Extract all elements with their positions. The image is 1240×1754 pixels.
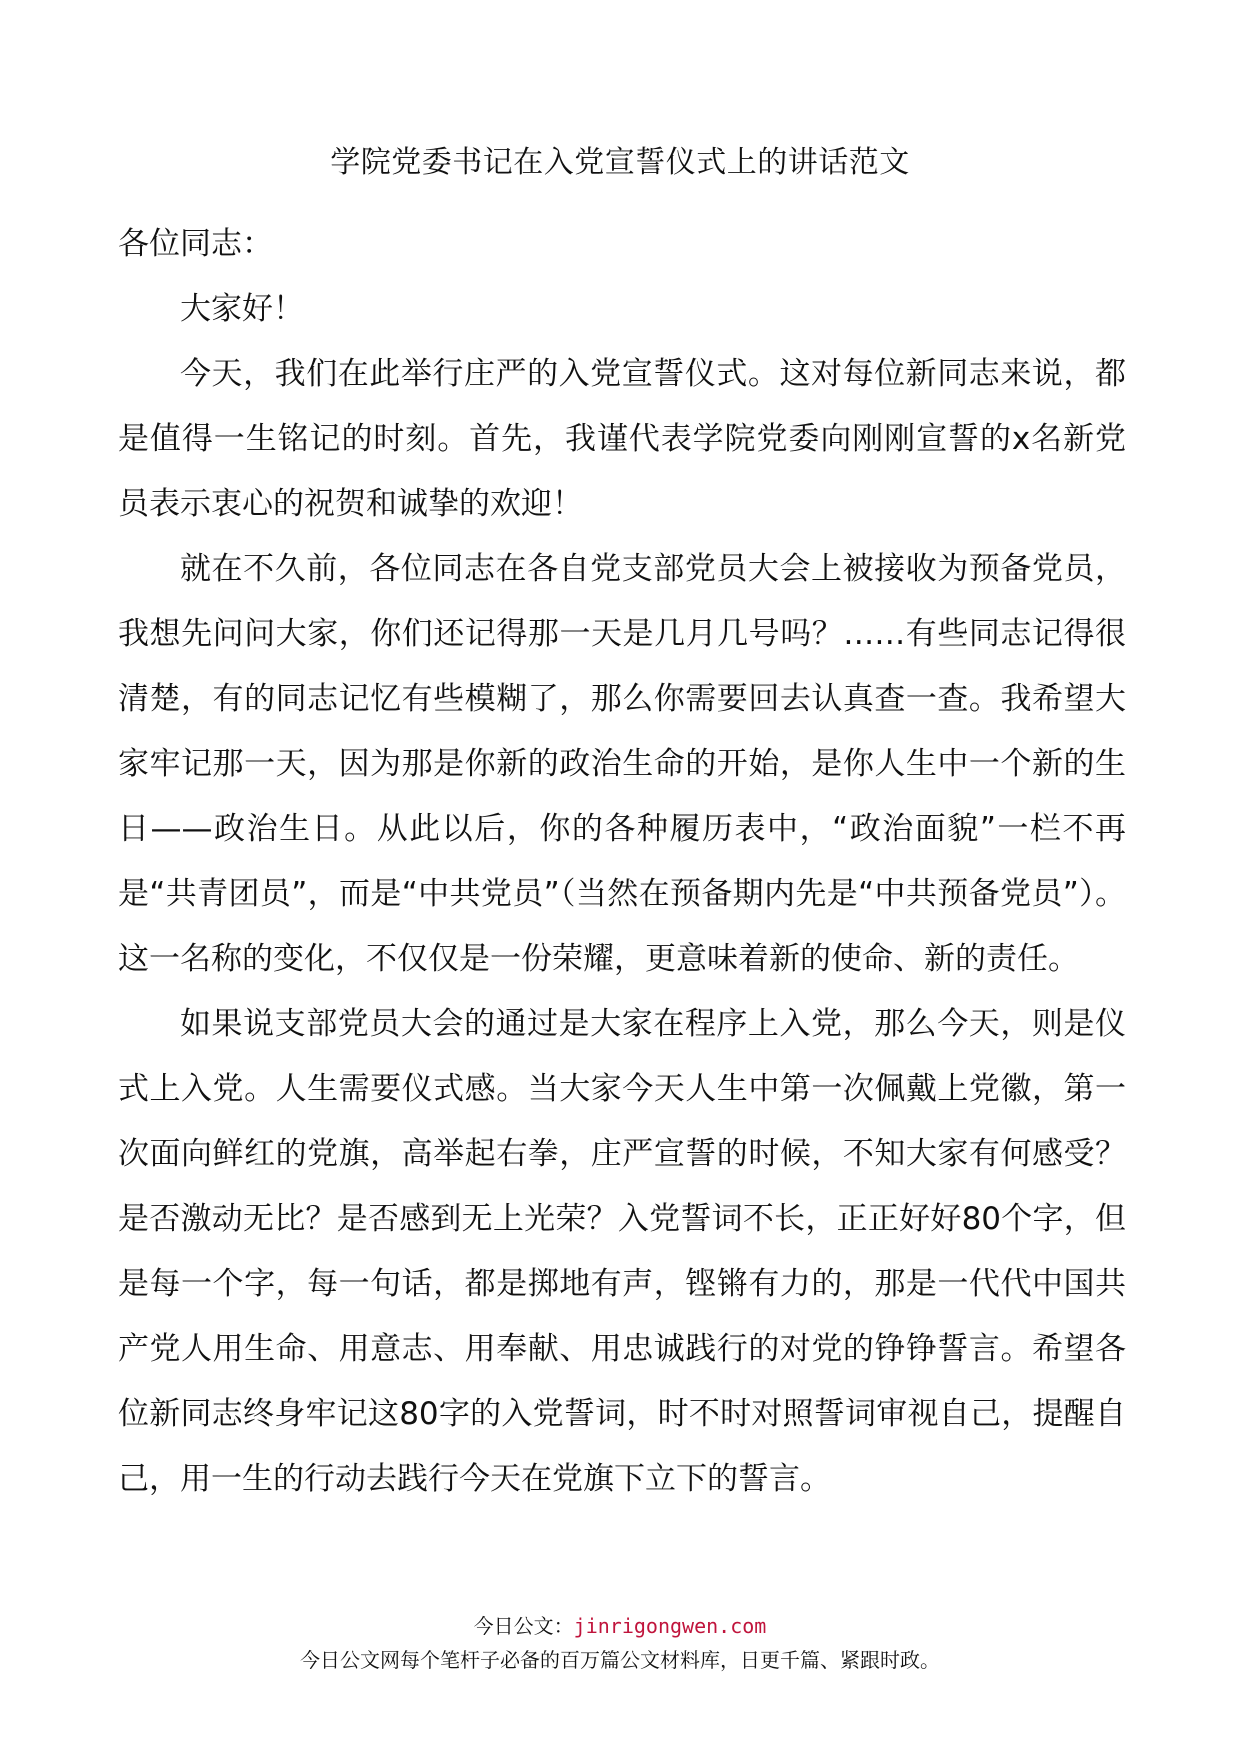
footer-label: 今日公文： (473, 1614, 574, 1638)
footer-url-link[interactable]: jinrigongwen.com (573, 1614, 767, 1638)
salutation: 各位同志： (118, 226, 273, 262)
paragraph-greeting: 大家好！ (180, 291, 304, 327)
document-title: 学院党委书记在入党宣誓仪式上的讲话范文 (330, 145, 910, 180)
paragraph-political-birthday: 就在不久前，各位同志在各自党支部党员大会上被接收为预备党员，我想先问问大家，你们还记得那一天是几月几号吗？……有些同志记得很清楚，有的同志记忆有些模糊了，那么你需要回去认真查一查。我希望大家牢记那一天，因为那是你新的政治生命的开始，是你人生中一个新的生日——政治生日。从此以后，你的各种履历表中，“政治面貌”一栏不再是“共青团员”，而是“中共党员”（当然在预备期内先是“中共预备党员”）。这一名称的变化，不仅仅是一份荣耀，更意味着新的使命、新的责任。 (118, 551, 1126, 977)
footer-source (0, 1612, 1240, 1640)
paragraph-opening: 今天，我们在此举行庄严的入党宣誓仪式。这对每位新同志来说，都是值得一生铭记的时刻。首先，我谨代表学院党委向刚刚宣誓的x名新党员表示衷心的祝贺和诚挚的欢迎！ (118, 356, 1126, 522)
paragraph-ceremony: 如果说支部党员大会的通过是大家在程序上入党，那么今天，则是仪式上入党。人生需要仪式感。当大家今天人生中第一次佩戴上党徽，第一次面向鲜红的党旗，高举起右拳，庄严宣誓的时候，不知大家有何感受？是否激动无比？是否感到无上光荣？入党誓词不长，正正好好80个字，但是每一个字，每一句话，都是掷地有声，铿锵有力的，那是一代代中国共产党人用生命、用意志、用奉献、用忠诚践行的对党的铮铮誓言。希望各位新同志终身牢记这80字的入党誓词，时不时对照誓词审视自己，提醒自己，用一生的行动去践行今天在党旗下立下的誓言。 (118, 1006, 1126, 1497)
footer-slogan: 今日公文网每个笔杆子必备的百万篇公文材料库，日更千篇、紧跟时政。 (300, 1648, 940, 1672)
document-body (118, 212, 1126, 1512)
